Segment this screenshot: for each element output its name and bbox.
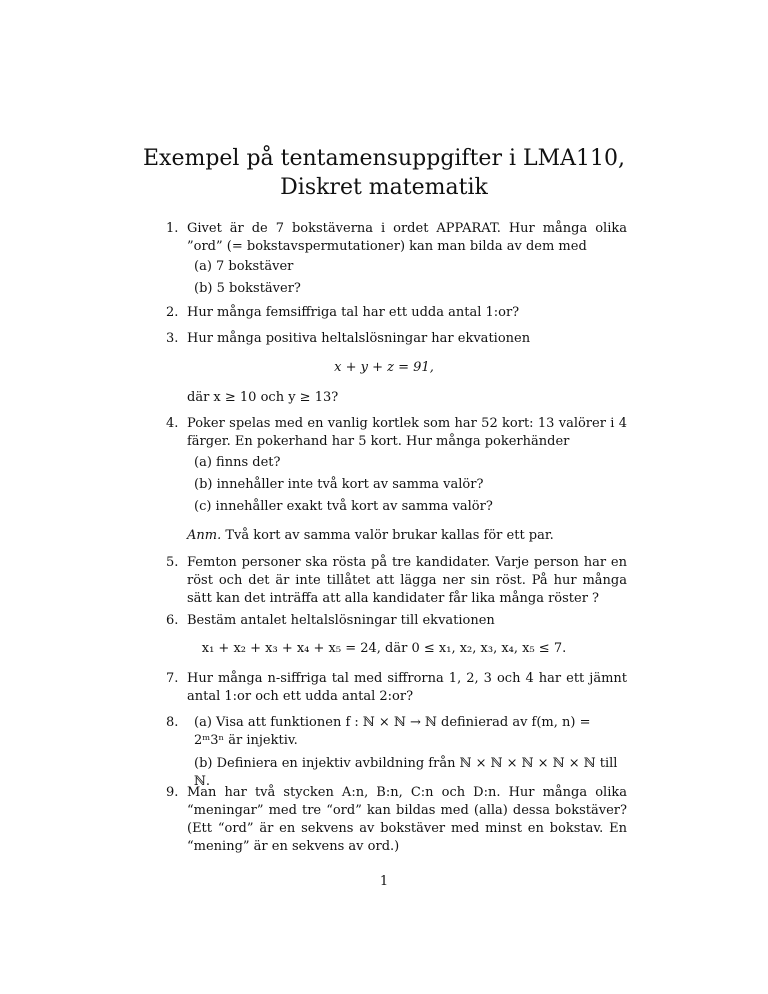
problem-text: Bestäm antalet heltalslösningar till ekvationen xyxy=(187,613,495,628)
problem-number: 9. xyxy=(166,785,179,800)
problem-number: 2. xyxy=(166,305,179,320)
problem-number: 8. xyxy=(166,715,179,730)
problem-text: Femton personer ska rösta på tre kandidater. Varje person har en röst och det är inte tillåtet att lägga ner sin röst. På hur många sätt kan det inträffa att alla kandidater får lika många röster ? xyxy=(187,555,627,606)
equation: x₁ + x₂ + x₃ + x₄ + x₅ = 24, där 0 ≤ x₁, x₂, x₃, x₄, x₅ ≤ 7. xyxy=(201,641,567,656)
note-text: Två kort av samma valör brukar kallas för ett par. xyxy=(225,528,554,543)
problem-number: 6. xyxy=(166,613,179,628)
problem-text: Hur många positiva heltalslösningar har ekvationen xyxy=(187,331,531,346)
problem-part: (b) Definiera en injektiv avbildning från ℕ × ℕ × ℕ × ℕ × ℕ till ℕ. xyxy=(194,756,618,789)
page-number: 1 xyxy=(379,874,389,889)
problem-number: 1. xyxy=(166,221,179,236)
problem-number: 3. xyxy=(166,331,179,346)
problem-part: (a) Visa att funktionen f : ℕ × ℕ → ℕ definierad av f(m, n) = 2ᵐ3ⁿ är injektiv. xyxy=(194,715,591,748)
problem-note xyxy=(187,527,554,545)
problem-part: (c) innehåller exakt två kort av samma valör? xyxy=(194,499,493,514)
document-title-line-2: Diskret matematik xyxy=(280,175,488,200)
problem-part: (b) innehåller inte två kort av samma valör? xyxy=(194,477,484,492)
problem-number: 7. xyxy=(166,671,179,686)
problem-text: Hur många femsiffriga tal har ett udda antal 1:or? xyxy=(187,305,520,320)
problem-part: (a) 7 bokstäver xyxy=(194,259,294,274)
problem-text: Givet är de 7 bokstäverna i ordet APPARAT. Hur många olika ”ord” (= bokstavspermutationer) kan man bilda av dem med xyxy=(187,221,627,254)
note-label: Anm. xyxy=(187,528,222,543)
problem-text: Man har två stycken A:n, B:n, C:n och D:n. Hur många olika “meningar” med tre “ord” kan bildas med (alla) dessa bokstäver? (Ett “ord” är en sekvens av bokstäver med minst en bokstav. En “mening” är en sekvens av ord.) xyxy=(187,785,627,854)
problem-text: Hur många n-siffriga tal med siffrorna 1, 2, 3 och 4 har ett jämnt antal 1:or och ett udda antal 2:or? xyxy=(187,671,627,704)
problem-part: (b) 5 bokstäver? xyxy=(194,281,301,296)
problem-condition: där x ≥ 10 och y ≥ 13? xyxy=(187,390,339,405)
problem-number: 4. xyxy=(166,416,179,431)
problem-part: (a) finns det? xyxy=(194,455,281,470)
problem-text: Poker spelas med en vanlig kortlek som har 52 kort: 13 valörer i 4 färger. En pokerhand har 5 kort. Hur många pokerhänder xyxy=(187,416,627,449)
problem-number: 5. xyxy=(166,555,179,570)
equation: x + y + z = 91, xyxy=(334,360,434,375)
document-title-line-1: Exempel på tentamensuppgifter i LMA110, xyxy=(142,146,625,171)
